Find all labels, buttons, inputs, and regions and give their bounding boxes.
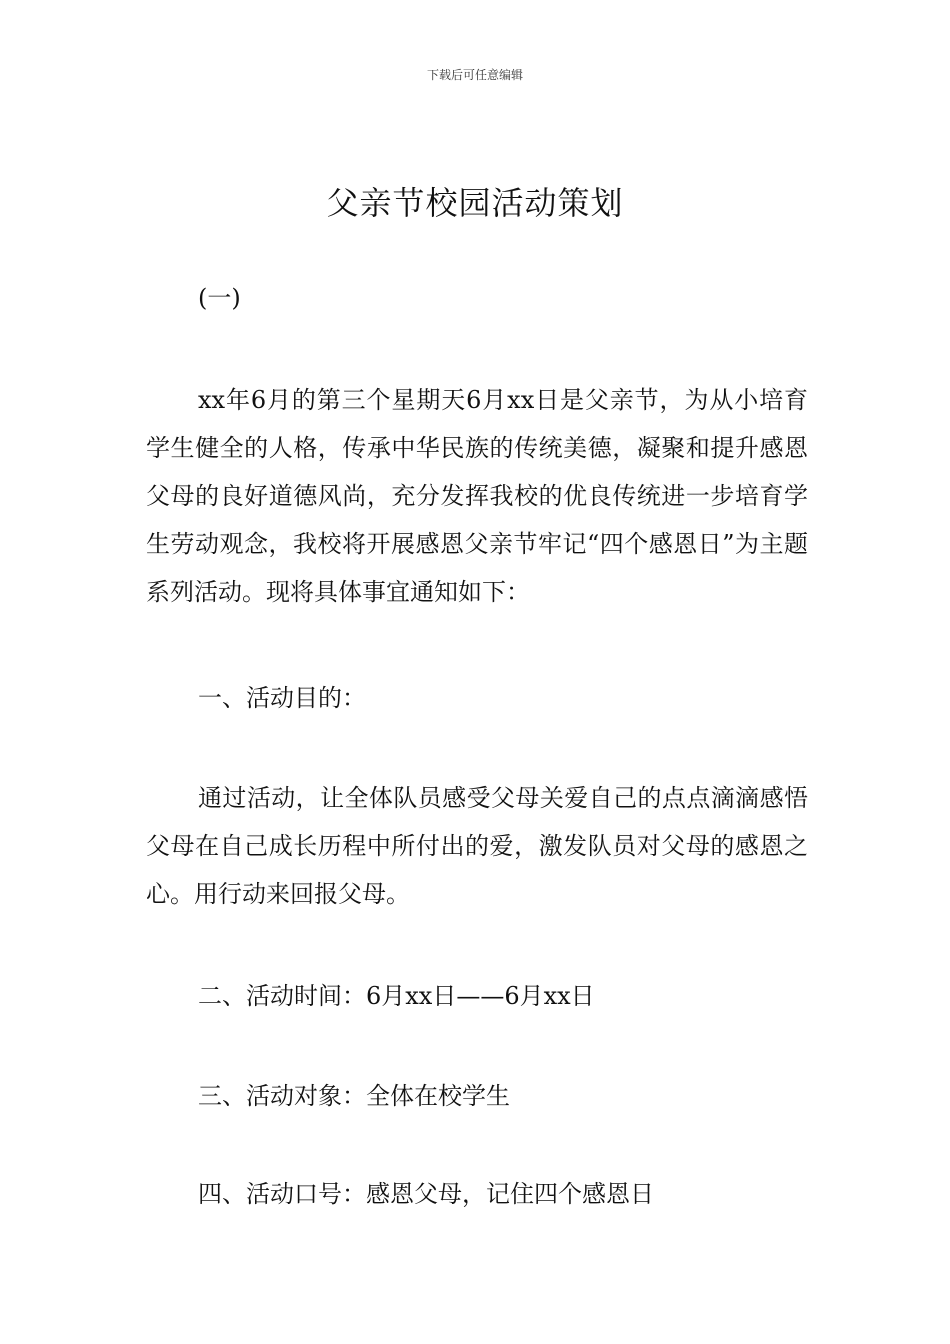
section-1-heading: 一、活动目的： bbox=[198, 684, 366, 712]
section-2-time: 二、活动时间：6月xx日——6月xx日 bbox=[198, 982, 595, 1010]
section-4-slogan: 四、活动口号：感恩父母，记住四个感恩日 bbox=[198, 1180, 654, 1208]
document-title: 父亲节校园活动策划 bbox=[326, 184, 624, 222]
section-1-body: 通过活动，让全体队员感受父母关爱自己的点点滴滴感悟父母在自己成长历程中所付出的爱，激发队员对父母的感恩之心。用行动来回报父母。 bbox=[146, 784, 808, 908]
header-note: 下载后可任意编辑 bbox=[426, 68, 523, 82]
section-3-audience: 三、活动对象：全体在校学生 bbox=[198, 1082, 510, 1110]
intro-paragraph: xx年6月的第三个星期天6月xx日是父亲节，为从小培育学生健全的人格，传承中华民族的传统美德，凝聚和提升感恩父母的良好道德风尚，充分发挥我校的优良传统进一步培育学生劳动观念，我校将开展感恩父亲节牢记“四个感恩日”为主题系列活动。现将具体事宜通知如下： bbox=[146, 386, 808, 606]
part-label: (一) bbox=[198, 284, 241, 312]
